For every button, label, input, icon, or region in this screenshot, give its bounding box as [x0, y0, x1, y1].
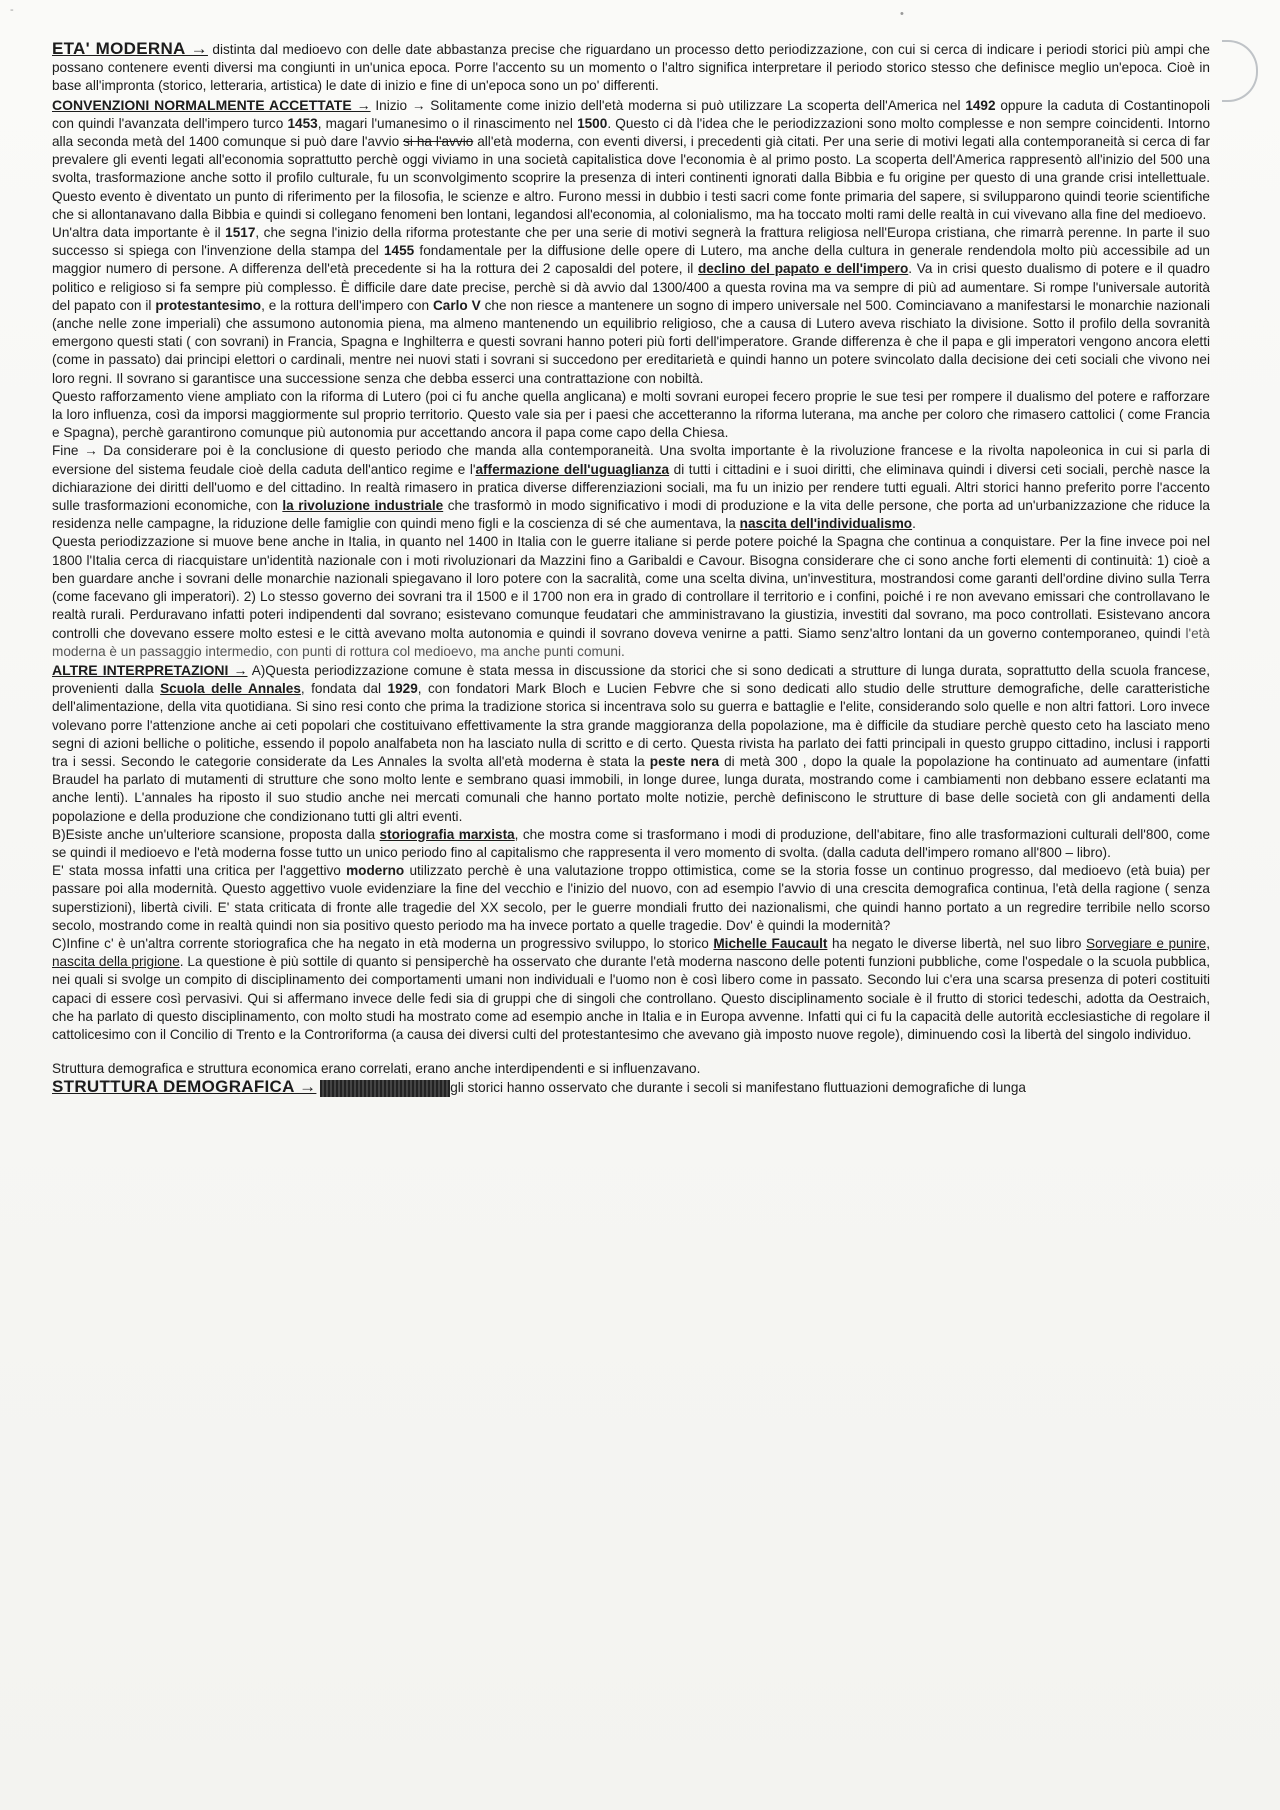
date-1492: 1492	[965, 97, 996, 113]
bold-peste-nera: peste nera	[649, 753, 720, 769]
text: Fine → Da considerare poi è la conclusione di questo periodo che manda alla contemporaneità. Una svolta importante è la rivoluzione francese e la rivolta napoleonica in cui si parla di eversione del sistema feudale cioè della caduta dell'antico regime e l'	[52, 443, 1210, 477]
footer-heading-paragraph	[52, 1078, 1210, 1097]
text: . Va in crisi questo dualismo di potere e il quadro politico e religioso si fa sempre più complesso. È difficile dare date precise, perchè si dà avvio dal 1300/400 a questa rovina ma va sempre di più ad aumentare. Si rompe l'universale autorità del papato con il	[52, 261, 1210, 313]
underlined-faucault: Michelle Faucault	[713, 935, 828, 951]
text: all'età moderna, con eventi diversi, i precedenti già citati. Per una serie di motivi legati alla contemporaneità si cerca di far prevalere gli eventi legati all'economia soprattutto perchè oggi viviamo in una società capitalistica dove l'economia è al primo posto. La scoperta dell'America rappresentò all'inizio del 500 una svolta, trasformazione anche sotto il profilo culturale, fu un sconvolgimento scoprire la presenza di interi continenti ignorati dalla Bibbia e fu origine per questo di una grande crisi intellettuale. Questo evento è diventato un punto di riferimento per la filosofia, le scienze e altro. Furono messi in dubbio i testi sacri come fonte primaria del sapere, si svilupparono quindi teorie scientifiche che si allontanavano dalla Bibbia e quindi si collegano fenomeni ben lontani, legandosi all'economia, al colonialismo, ma ha toccato molti rami delle realtà in cui vivevano alla fine del medioevo.	[52, 134, 1210, 222]
altre-paragraph-a	[52, 661, 1210, 826]
text: di metà 300 , dopo la quale la popolazione ha continuato ad aumentare (infatti Braudel ha parlato di mutamenti di strutture che sono molto lente e sembrano quasi immobili, in longe duree, lunga durata, mostrando come i cambiamenti non debbano essere eclatanti ma anche lenti). L'annales ha riposto il suo studio anche nei mercati comunali che hanno portato molte notizie, perchè definiscono le strutture di base delle società con gli andamenti della popolazione e della produzione che condizionano tutti gli altri eventi.	[52, 753, 1210, 824]
date-1929: 1929	[387, 681, 418, 697]
bold-carlo-v: Carlo V	[432, 297, 481, 313]
section-heading-altre: ALTRE INTERPRETAZIONI →	[52, 661, 248, 678]
text: . La questione è più sottile di quanto si pensiperchè ha osservato che durante l'età moderna nascono delle potenti funzioni pubbliche, come l'ospedale o la scuola pubblica, nei quali si svolge un compito di disciplinamento dei comportamenti umani non individuali e l'uomo non è così libero come in passato. Secondo lui c'era una scarsa presenza di poteri costituiti capaci di essere così pervasivi. Qui si affermano invece delle fedi sia di gruppi che di singoli che controllano. Questo disciplinamento sociale è il frutto di storici tedeschi, adotta da Oestraich, che ha parlato di questo disciplinamento, con molto studi ha mostrato come ad esempio anche in Italia e in Europa avvenne. Infatti qui ci fu la capacità delle autorità ecclesiastiche di regolare il cattolicesimo con il Concilio di Trento e la Controriforma (a causa dei diversi culti del protestantesimo che avevano già imposto nuove regole), diminuendo così la libertà del singolo individuo.	[52, 954, 1210, 1042]
underlined-annales: Scuola delle Annales	[160, 681, 301, 697]
underlined-rivoluzione-industriale: la rivoluzione industriale	[282, 498, 444, 514]
text: A)Questa periodizzazione comune è stata messa in discussione da storici che si sono dedicati a strutture di lunga durata, soprattutto della scuola francese, provenienti dalla	[52, 662, 1210, 697]
text: utilizzato perchè è una valutazione troppo ottimistica, come se la storia fosse un continuo progresso, dal medioevo (età buia) per passare poi alla modernità. Questo aggettivo vuole evidenziare la fine del vecchio e l'inizio del nuovo, con ad esempio l'avvio di una crescita demografica continua, l'età della ragione ( senza superstizioni), libertà civili. E' stata criticata di fronte alle tragedie del XX secolo, per le guerre mondiali frutto dei nazionalismi, che quindi hanno portato a un regredire terribile nello scorso secolo, mostrando come in realtà quindi non sia positivo questo periodo ma ha invece portato a quelle tragedie. Dov' è quindi la modernità?	[52, 863, 1210, 933]
text: gli storici hanno osservato che durante i secoli si manifestano fluttuazioni demografiche di lunga	[450, 1080, 1026, 1096]
text: che trasformò in modo significativo i modi di produzione e la vita delle persone, che porta ad un'urbanizzazione che riduce la residenza nelle campagne, la riduzione delle famiglie con quindi meno figli e la coscienza di sé che aumentava, la	[52, 498, 1210, 532]
text: , con fondatori Mark Bloch e Lucien Febvre che si sono dedicati allo studio delle strutture demografiche, delle caratteristiche dell'alimentazione, della vita quotidiana. Si sino resi conto che prima la tradizione storica si incentrava solo su guerra e battaglie e l'elite, considerando solo quelle e non altri fattori. Loro invece volevano porre l'attenzione anche ai ceti popolari che costituivano effettivamente la stra grande maggioranza della popolazione, ma è difficile da studiare perchè questo ceto ha lasciato meno segni di azioni belliche o politiche, essendo il popolo analfabeta non ha lasciato nulla di scritto e di certo. Questa rivista ha parlato dei fatti principali in questo gruppo cittadino, inclusi i rapporti tra i sessi. Secondo le categorie considerate da Les Annales la svolta all'età moderna è stata la	[52, 681, 1210, 769]
text: fondamentale per la diffusione delle opere di Lutero, ma anche della cultura in generale rendendola molto più accessibile ad un maggior numero di persone. A differenza dell'età precedente si ha la rottura dei 2 caposaldi del potere, il	[52, 243, 1210, 277]
text: Inizio → Solitamente come inizio dell'età moderna si può utilizzare La scoperta dell'America nel	[370, 97, 966, 113]
intro-paragraph	[52, 40, 1210, 96]
date-1455: 1455	[384, 243, 415, 259]
text: che non riesce a mantenere un sogno di impero universale nel 500. Cominciavano a manifestarsi le monarchie nazionali (anche nelle zone imperiali) che assumono autonomia piena, ma almeno mantenendo un equilibrio religioso, che a causa di Lutero aveva rischiato la divisione. Sotto il profilo della sovranità emergono questi stati ( con sovrani) in Francia, Spagna e Inghilterra e questi sovrani hanno poteri più forti dell'imperatore. Grande differenza è che il papa e gli imperatori vengono ancora eletti (come in passato) dai principi elettori o cardinali, mentre nei nuovi stati i sovrani si succedono per ereditarietà e quindi hanno un potere svincolato dalla decisione dei ceti sociali che vivono nei loro regni. Il sovrano si garantisce una successione senza che debba esserci una contrattazione con nobiltà.	[52, 297, 1211, 386]
text: oppure la caduta di Costantinopoli con quindi l'avanzata dell'impero turco	[52, 97, 1210, 131]
text: di tutti i cittadini e i suoi diritti, che eliminava quindi i diversi ceti sociali, perchè nasce la dichiarazione dei diritti dell'uomo e del cittadino. In realtà rimasero in pratica diverse differenziazioni sociali, ma fu un inizio per rendere tutti eguali. Altri storici hanno preferito porre l'accento sulle trasformazioni economiche, con	[52, 461, 1210, 514]
text: .	[912, 516, 916, 532]
text: , fondata dal	[300, 681, 388, 697]
text: C)Infine c' è un'altra corrente storiografica che ha negato in età moderna un progressivo sviluppo, lo storico	[52, 935, 714, 951]
altre-paragraph-c	[52, 935, 1210, 1044]
underlined-affermazione: affermazione dell'uguaglianza	[475, 461, 670, 477]
spacer	[52, 1044, 1210, 1060]
text: B)Esiste anche un'ulteriore scansione, proposta dalla	[52, 826, 380, 842]
date-1500: 1500	[577, 115, 608, 131]
date-1453: 1453	[287, 115, 318, 131]
text: Un'altra data importante è il	[52, 225, 226, 241]
altre-paragraph-b	[52, 826, 1210, 862]
section-heading-convenzioni: CONVENZIONI NORMALMENTE ACCETTATE →	[52, 96, 371, 113]
hole-punch-bracket	[1222, 40, 1258, 102]
faint-text: l'età moderna è un passaggio intermedio, con punti di rottura col medioevo, ma anche punti comuni.	[52, 625, 1210, 659]
text: Questa periodizzazione si muove bene anche in Italia, in quanto nel 1400 in Italia con le guerre italiane si perde potere poiché la Spagna che continua a conquistare. Per la fine invece poi nel 1800 l'Italia cerca di riacquistare un'identità nazionale con i moti rivoluzionari da Mazzini fino a Garibaldi e Cavour. Bisogna considerare che ci sono anche forti elementi di continuità: 1) cioè a ben guardare anche i sovrani delle monarchie nazionali spiegavano il loro potere con la sacralità, come una scelta divina, un'investitura, mostrandosi come garanti dell'ordine divino sulla Terra (come facevano gli imperatori). 2) Lo stesso governo dei sovrani tra il 1500 e il 1700 non era in grado di controllare il territorio e i confini, poiché i re non avevano emissari che controllavano le realtà rurali. Perduravano infatti poteri indipendenti dal sovrano; esistevano comunque feudatari che amministravano la giustizia, investiti dal sovrano, ma poco controllati. Esistevano ancora controlli che dovevano essere molto estesi e le città avevano molta autonomia e quindi il sovrano doveva venirne a patti. Siamo senz'altro lontani da un governo contemporaneo, quindi	[52, 534, 1210, 641]
underlined-individualismo: nascita dell'individualismo	[739, 516, 913, 532]
scan-mark-top-right: •	[900, 8, 904, 20]
conv-paragraph-5	[52, 533, 1210, 660]
intro-text: distinta dal medioevo con delle date abbastanza precise che riguardano un processo detto periodizzazione, con cui si cerca di indicare i periodi storici più ampi che possano contenere eventi diversi ma congiunti in un'unica epoca. Porre l'accento su un momento o l'altro significa interpretare il periodo storico stesso che definisce meglio un'epoca. Cioè in base all'impronta (storico, letteraria, artistica) le date di inizio e fine di un'epoca sono un po' differenti.	[52, 42, 1210, 94]
conv-paragraph-3: Questo rafforzamento viene ampliato con la riforma di Lutero (poi ci fu anche quella anglicana) e molti sovrani europei fecero proprie le sue tesi per rompere il dualismo del potere e rafforzare la loro influenza, così da imporsi maggiormente sul proprio territorio. Questo vale sia per i paesi che accetteranno la riforma luterana, ma anche per coloro che rimasero cattolici ( come Francia e Spagna), perchè garantirono comunque più autonomia pur accettando ancora il papa come capo della Chiesa.	[52, 388, 1210, 441]
underlined-book-title: Sorvegiare e punire, nascita della prigione	[52, 935, 1211, 970]
scan-mark-top-left: -	[10, 4, 14, 16]
underlined-marxista: storiografia marxista	[379, 826, 515, 842]
altre-paragraph-moderno	[52, 862, 1210, 935]
text: . Questo ci dà l'idea che le periodizzazioni sono molto complesse e non sempre coincidenti. Intorno alla seconda metà del 1400 comunque si può dare l'avvio	[52, 115, 1211, 150]
bold-moderno: moderno	[346, 863, 405, 879]
conv-paragraph-4	[52, 442, 1210, 533]
page-title: ETA' MODERNA →	[52, 39, 208, 58]
text: , che mostra come si trasformano i modi di produzione, dell'abitare, fino alle trasformazioni culturali dell'800, come se quindi il medioevo e l'età moderna fosse tutto un unico periodo fino al capitalismo che rappresenta il vero momento di svolta. (dalla caduta dell'impero romano all'800 – libro).	[52, 826, 1210, 860]
text: E' stata mossa infatti una critica per l'aggettivo	[52, 863, 347, 879]
conv-paragraph-2	[52, 224, 1210, 388]
conv-paragraph-1	[52, 96, 1210, 224]
underlined-declino: declino del papato e dell'impero	[698, 261, 909, 277]
document-body	[52, 40, 1210, 1098]
text: , magari l'umanesimo o il rinascimento nel	[317, 115, 578, 131]
redaction-block	[320, 1080, 450, 1097]
date-1517: 1517	[225, 225, 256, 241]
footer-line: Struttura demografica e struttura economica erano correlati, erano anche interdipendenti e si influenzavano.	[52, 1061, 701, 1077]
text: , e la rottura dell'impero con	[261, 297, 433, 313]
section-heading-struttura: STRUTTURA DEMOGRAFICA →	[52, 1077, 317, 1097]
text: ha negato le diverse libertà, nel suo libro	[827, 935, 1087, 951]
bold-protestantesimo: protestantesimo	[155, 297, 262, 313]
text: , che segna l'inizio della riforma protestante che per una serie di motivi segnerà la frattura religiosa nell'Europa cristiana, che rimarrà perenne. In parte il suo successo si spiega con l'invenzione della stampa del	[52, 225, 1210, 259]
struck-text: si ha l'avvio	[403, 134, 474, 150]
